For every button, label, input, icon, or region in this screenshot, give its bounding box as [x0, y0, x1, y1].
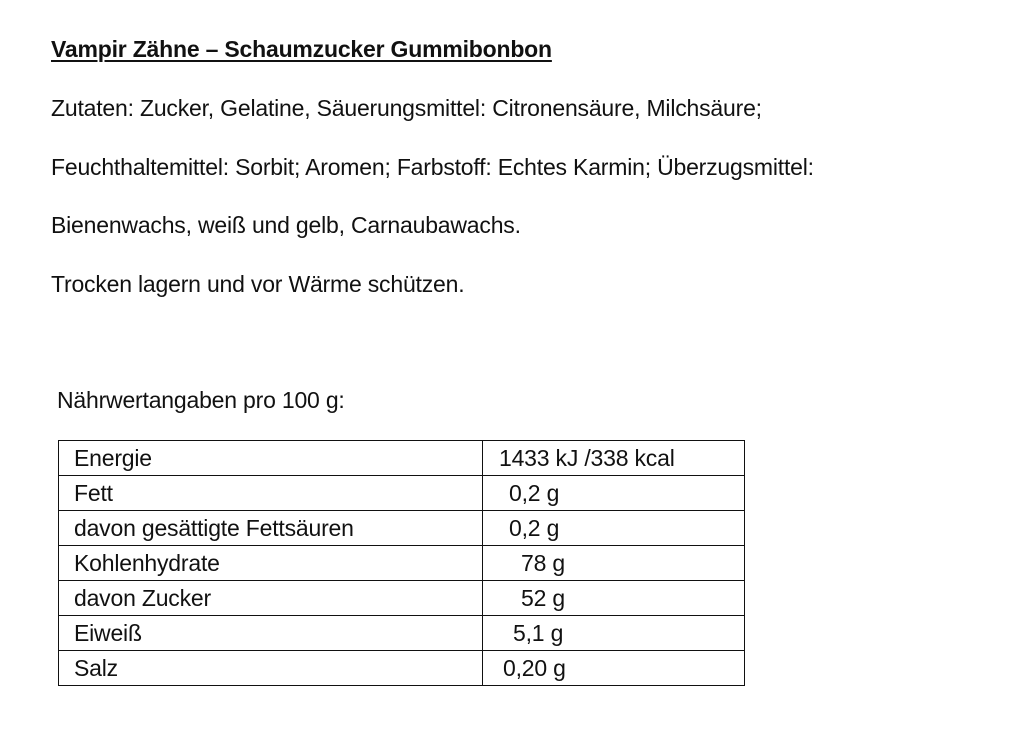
storage-instruction: Trocken lagern und vor Wärme schützen.	[51, 271, 465, 297]
table-row	[59, 651, 745, 686]
table-row	[59, 616, 745, 651]
nutrient-label: davon gesättigte Fettsäuren	[59, 511, 483, 546]
nutrient-value: 0,20 g	[483, 651, 745, 686]
table-row	[59, 476, 745, 511]
nutrient-value: 1433 kJ /338 kcal	[483, 441, 745, 476]
nutrient-label: Kohlenhydrate	[59, 546, 483, 581]
nutrition-table	[58, 440, 745, 686]
nutrition-heading: Nährwertangaben pro 100 g:	[57, 387, 345, 413]
ingredients-line-2: Feuchthaltemittel: Sorbit; Aromen; Farbstoff: Echtes Karmin; Überzugsmittel:	[51, 154, 814, 180]
nutrient-value: 78 g	[483, 546, 745, 581]
table-row	[59, 511, 745, 546]
ingredients-line-3: Bienenwachs, weiß und gelb, Carnaubawachs.	[51, 212, 521, 238]
nutrient-label: Salz	[59, 651, 483, 686]
ingredients-line-1: Zutaten: Zucker, Gelatine, Säuerungsmittel: Citronensäure, Milchsäure;	[51, 95, 762, 121]
nutrient-label: Energie	[59, 441, 483, 476]
nutrient-value: 0,2 g	[483, 476, 745, 511]
nutrient-label: davon Zucker	[59, 581, 483, 616]
table-row	[59, 441, 745, 476]
nutrient-label: Eiweiß	[59, 616, 483, 651]
table-row	[59, 546, 745, 581]
nutrient-value: 5,1 g	[483, 616, 745, 651]
nutrient-value: 0,2 g	[483, 511, 745, 546]
nutrient-label: Fett	[59, 476, 483, 511]
product-title: Vampir Zähne – Schaumzucker Gummibonbon	[51, 36, 552, 62]
nutrient-value: 52 g	[483, 581, 745, 616]
table-row	[59, 581, 745, 616]
